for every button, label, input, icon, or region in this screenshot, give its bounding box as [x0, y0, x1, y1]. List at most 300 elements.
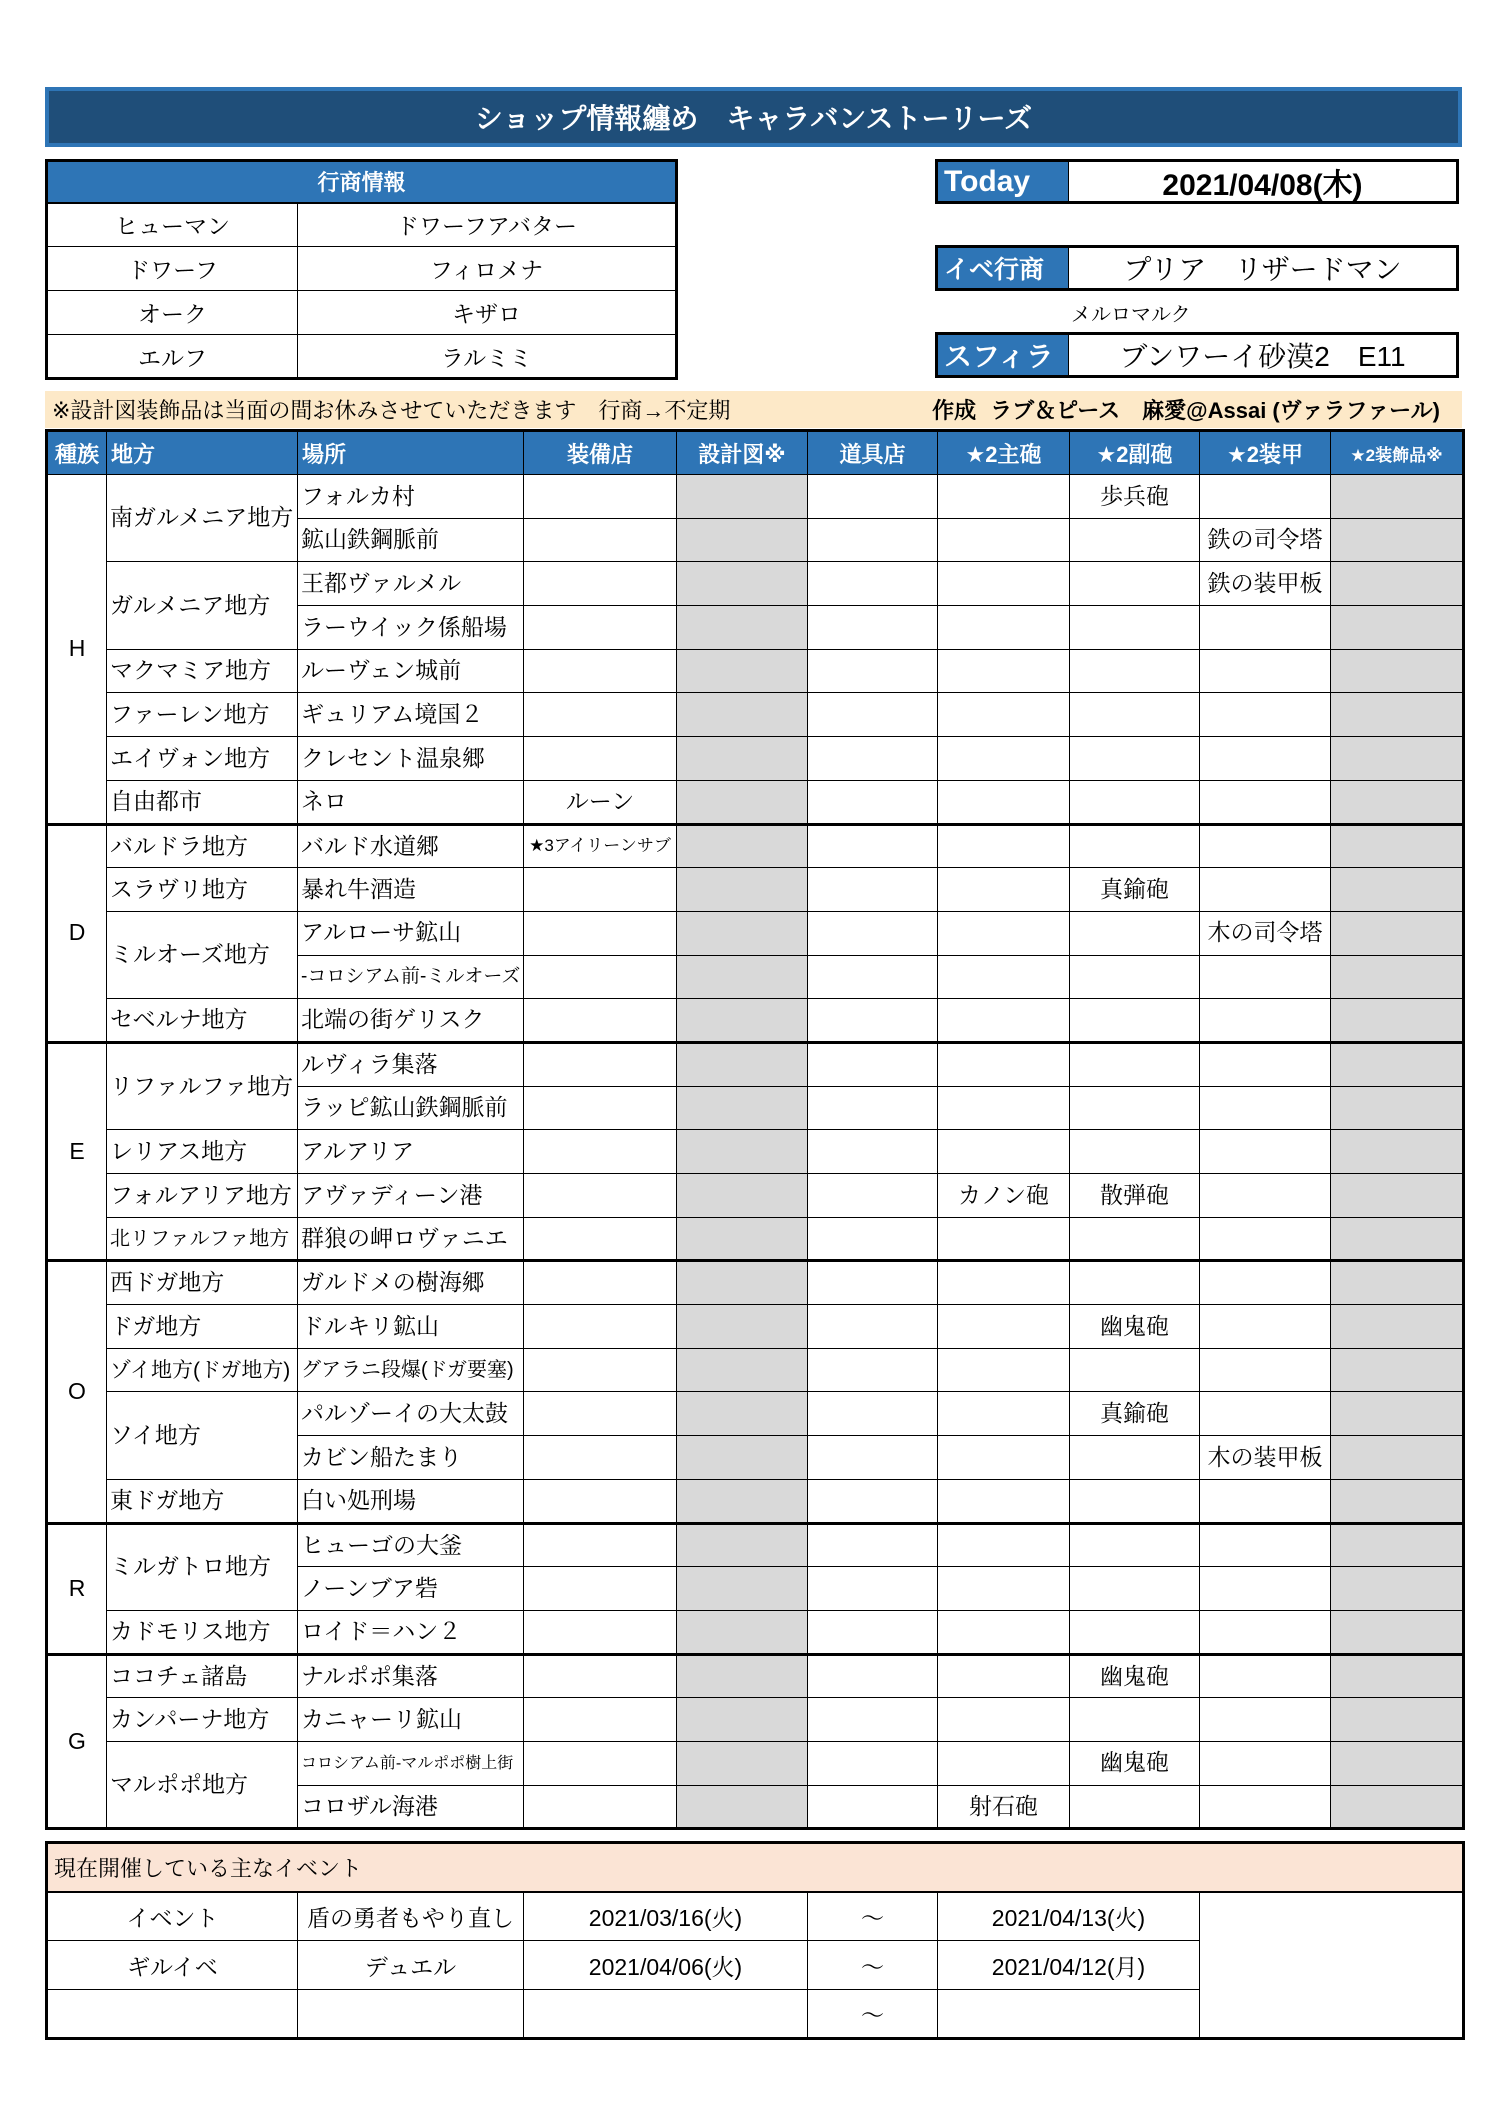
armor-cell [1200, 693, 1331, 737]
main-gun-value: カノン砲 [957, 1181, 1050, 1208]
blueprint-cell [677, 911, 808, 955]
location-label: ラッピ鉱山鉄鋼脈前 [301, 1094, 508, 1121]
armor-cell [1200, 1130, 1331, 1174]
blueprint-cell [677, 1217, 808, 1261]
shop-header-row [47, 431, 1464, 475]
sub-gun-value: 散弾砲 [1100, 1181, 1169, 1208]
blueprint-cell [677, 1305, 808, 1349]
main-gun-cell [938, 1436, 1070, 1480]
region-label: カンパーナ地方 [110, 1705, 270, 1732]
blueprint-cell [677, 999, 808, 1043]
tool-cell [808, 1174, 938, 1218]
equipment-cell [524, 1348, 677, 1392]
blueprint-cell [677, 1567, 808, 1611]
blueprint-cell [677, 1479, 808, 1523]
location-label: 北端の街ゲリスク [301, 1006, 485, 1033]
species-label: G [68, 1727, 86, 1754]
shop-row [47, 1217, 1464, 1261]
main-gun-cell [938, 1479, 1070, 1523]
tool-cell [808, 868, 938, 912]
shop-row [47, 1392, 1464, 1436]
location-cell [298, 1305, 524, 1349]
tool-cell [808, 1741, 938, 1785]
main-gun-cell [938, 1305, 1070, 1349]
ornament-cell [1331, 1610, 1464, 1654]
ornament-cell [1331, 1086, 1464, 1130]
location-cell [298, 955, 524, 999]
merchant-row [47, 247, 677, 291]
equipment-cell [524, 999, 677, 1043]
blueprint-cell [677, 1436, 808, 1480]
species-cell [47, 475, 107, 825]
shop-row [47, 780, 1464, 824]
event-start-date [524, 1990, 808, 2039]
equipment-cell [524, 518, 677, 562]
sub-gun-cell [1070, 911, 1200, 955]
merchant-race: ヒューマン [47, 203, 298, 247]
shop-row [47, 1523, 1464, 1567]
equipment-cell [524, 606, 677, 650]
region-label: 自由都市 [110, 787, 202, 814]
region-cell [107, 1741, 298, 1828]
location-label: カニャーリ鉱山 [301, 1705, 462, 1732]
tool-cell [808, 780, 938, 824]
species-label: H [68, 634, 86, 661]
main-gun-cell [938, 1523, 1070, 1567]
event-merchant-value: プリア リザードマン [1123, 254, 1402, 285]
main-gun-cell [938, 1567, 1070, 1611]
shop-row [47, 649, 1464, 693]
equipment-cell [524, 1610, 677, 1654]
blueprint-cell [677, 1130, 808, 1174]
merchant-name: ラルミミ [298, 335, 677, 379]
main-gun-cell [938, 1261, 1070, 1305]
species-cell [47, 824, 107, 1042]
tool-cell [808, 1567, 938, 1611]
location-cell [298, 1741, 524, 1785]
equipment-cell [524, 1392, 677, 1436]
equipment-value: ★3アイリーンサブ [529, 836, 671, 856]
species-header: 種族 [47, 431, 107, 475]
main-gun-cell [938, 693, 1070, 737]
region-label: エイヴォン地方 [110, 744, 271, 771]
equipment-cell [524, 1305, 677, 1349]
blueprint-cell [677, 1086, 808, 1130]
event-table [45, 1841, 1465, 2040]
region-cell [107, 1479, 298, 1523]
armor-cell [1200, 1042, 1331, 1086]
location-label: ルヴィラ集落 [301, 1050, 438, 1077]
event-table-header: 現在開催している主なイベント [47, 1843, 1464, 1892]
location-label: ラーウイック係船場 [301, 613, 507, 640]
location-label: ロイド＝ハン２ [301, 1617, 462, 1644]
event-type: ギルイベ [47, 1941, 298, 1990]
event-type [47, 1990, 298, 2039]
equipment-value: ルーン [565, 787, 635, 814]
main-gun-cell [938, 1042, 1070, 1086]
blueprint-cell [677, 1741, 808, 1785]
sfira-label: スフィラ [938, 335, 1069, 375]
ornament-cell [1331, 999, 1464, 1043]
blueprint-cell [677, 1042, 808, 1086]
location-cell [298, 1130, 524, 1174]
region-label: セベルナ地方 [110, 1006, 248, 1033]
location-cell [298, 606, 524, 650]
region-label: ファーレン地方 [110, 700, 270, 727]
region-cell [107, 1610, 298, 1654]
location-cell [298, 693, 524, 737]
event-range-separator: ～ [808, 1990, 938, 2039]
region-label: ガルメニア地方 [110, 591, 271, 618]
sub-gun-cell [1070, 606, 1200, 650]
armor-cell [1200, 1479, 1331, 1523]
tool-cell [808, 1261, 938, 1305]
sub-gun-value: 幽鬼砲 [1100, 1312, 1169, 1339]
notice-author-label: 作成 [932, 398, 977, 423]
ornament-cell [1331, 1654, 1464, 1698]
shop-row [47, 1261, 1464, 1305]
equipment-cell [524, 1086, 677, 1130]
blueprint-cell [677, 868, 808, 912]
equipment-cell [524, 1261, 677, 1305]
tool-cell [808, 518, 938, 562]
tool-cell [808, 911, 938, 955]
event-merchant-label: イベ行商 [938, 248, 1069, 288]
tool-cell [808, 1523, 938, 1567]
equipment-cell [524, 1785, 677, 1829]
armor-cell [1200, 780, 1331, 824]
main-gun-cell [938, 1130, 1070, 1174]
equipment-cell [524, 1523, 677, 1567]
species-label: D [68, 919, 86, 946]
tool-cell [808, 1042, 938, 1086]
location-label: ルーヴェン城前 [301, 657, 462, 684]
sub-gun-cell [1070, 649, 1200, 693]
sub-gun-cell [1070, 1479, 1200, 1523]
location-cell [298, 868, 524, 912]
species-label: E [69, 1137, 85, 1164]
shop-row [47, 1348, 1464, 1392]
tool-cell [808, 999, 938, 1043]
sfira-box [935, 332, 1459, 378]
tool-cell [808, 1654, 938, 1698]
location-cell [298, 1479, 524, 1523]
location-cell [298, 737, 524, 781]
main-gun-cell [938, 562, 1070, 606]
event-merchant-location: メルロマルク [1071, 304, 1191, 326]
main-gun-cell [938, 518, 1070, 562]
location-label: ヒューゴの大釜 [301, 1531, 462, 1558]
merchant-row [47, 203, 677, 247]
species-label: O [68, 1378, 86, 1405]
equipment-cell [524, 1741, 677, 1785]
region-cell [107, 1654, 298, 1698]
shop-row [47, 911, 1464, 955]
region-label: ゾイ地方(ドガ地方) [110, 1358, 291, 1382]
location-cell [298, 1174, 524, 1218]
ornament-cell [1331, 824, 1464, 868]
shop-row [47, 1698, 1464, 1742]
location-cell [298, 824, 524, 868]
armor-cell [1200, 562, 1331, 606]
location-label: 白い処刑場 [301, 1486, 416, 1513]
region-cell [107, 475, 298, 562]
main-gun-cell [938, 780, 1070, 824]
sub-gun-header: ★2副砲 [1070, 431, 1200, 475]
tool-cell [808, 606, 938, 650]
armor-cell [1200, 649, 1331, 693]
main-gun-cell [938, 1741, 1070, 1785]
tool-header: 道具店 [808, 431, 938, 475]
ornament-cell [1331, 1523, 1464, 1567]
ornament-cell [1331, 955, 1464, 999]
location-label: ガルドメの樹海郷 [301, 1269, 485, 1296]
event-name [298, 1990, 524, 2039]
location-label: コロザル海港 [301, 1792, 438, 1819]
blueprint-cell [677, 649, 808, 693]
ornament-cell [1331, 737, 1464, 781]
shop-row [47, 1174, 1464, 1218]
location-label: 王都ヴァルメル [301, 569, 462, 596]
location-cell [298, 1698, 524, 1742]
tool-cell [808, 737, 938, 781]
location-label: コロシアム前-マルポポ樹上街 [301, 1754, 514, 1772]
region-label: ソイ地方 [110, 1421, 201, 1448]
ornament-cell [1331, 693, 1464, 737]
ornament-header: ★2装飾品※ [1331, 431, 1464, 475]
ornament-cell [1331, 518, 1464, 562]
location-label: グアラニ段爆(ドガ要塞) [301, 1359, 514, 1382]
ornament-cell [1331, 1261, 1464, 1305]
sub-gun-cell [1070, 737, 1200, 781]
armor-cell [1200, 1174, 1331, 1218]
location-label: パルゾーイの大太鼓 [301, 1399, 508, 1426]
region-label: 西ドガ地方 [110, 1269, 225, 1296]
event-merchant-box [935, 245, 1459, 291]
armor-cell [1200, 606, 1331, 650]
region-label: 南ガルメニア地方 [110, 504, 294, 531]
sub-gun-cell [1070, 1698, 1200, 1742]
location-label: クレセント温泉郷 [301, 744, 485, 771]
location-cell [298, 999, 524, 1043]
location-cell [298, 1610, 524, 1654]
region-cell [107, 824, 298, 868]
sub-gun-cell [1070, 475, 1200, 519]
species-cell [47, 1261, 107, 1523]
armor-cell [1200, 1086, 1331, 1130]
shop-row [47, 1654, 1464, 1698]
event-range-separator: ～ [808, 1892, 938, 1941]
armor-cell [1200, 1741, 1331, 1785]
sub-gun-cell [1070, 1610, 1200, 1654]
equipment-cell [524, 649, 677, 693]
main-gun-cell [938, 955, 1070, 999]
species-cell [47, 1523, 107, 1654]
merchant-race: ドワーフ [47, 247, 298, 291]
shop-row [47, 1610, 1464, 1654]
region-label: カドモリス地方 [110, 1617, 271, 1644]
region-cell [107, 999, 298, 1043]
tool-cell [808, 1305, 938, 1349]
tool-cell [808, 649, 938, 693]
event-range-separator: ～ [808, 1941, 938, 1990]
region-cell [107, 649, 298, 693]
blueprint-cell [677, 1654, 808, 1698]
blueprint-cell [677, 737, 808, 781]
merchant-info-header: 行商情報 [47, 161, 677, 203]
event-header-row [47, 1843, 1464, 1892]
tool-cell [808, 1130, 938, 1174]
event-type: イベント [47, 1892, 298, 1941]
region-cell [107, 737, 298, 781]
armor-cell [1200, 737, 1331, 781]
sub-gun-cell [1070, 824, 1200, 868]
merchant-header-row [47, 161, 677, 203]
blueprint-cell [677, 1523, 808, 1567]
sub-gun-cell [1070, 780, 1200, 824]
region-cell [107, 1217, 298, 1261]
location-label: フォルカ村 [301, 482, 415, 509]
location-label: アヴァディーン港 [301, 1181, 483, 1208]
equipment-cell [524, 955, 677, 999]
blueprint-cell [677, 606, 808, 650]
tool-cell [808, 1785, 938, 1829]
armor-cell [1200, 999, 1331, 1043]
main-gun-header: ★2主砲 [938, 431, 1070, 475]
equipment-cell [524, 1654, 677, 1698]
region-cell [107, 1698, 298, 1742]
species-label: R [68, 1574, 86, 1601]
ornament-cell [1331, 1348, 1464, 1392]
sub-gun-cell [1070, 1042, 1200, 1086]
region-cell [107, 1042, 298, 1129]
location-cell [298, 1217, 524, 1261]
sub-gun-cell [1070, 1305, 1200, 1349]
equipment-cell [524, 475, 677, 519]
event-start-date: 2021/03/16(火) [524, 1892, 808, 1941]
equipment-cell [524, 1698, 677, 1742]
tool-cell [808, 1392, 938, 1436]
equipment-cell [524, 1567, 677, 1611]
location-cell [298, 1261, 524, 1305]
blueprint-cell [677, 1348, 808, 1392]
main-gun-cell [938, 737, 1070, 781]
region-label: 北リファルファ地方 [110, 1227, 290, 1250]
main-gun-cell [938, 475, 1070, 519]
location-cell [298, 475, 524, 519]
equipment-cell [524, 780, 677, 824]
main-gun-cell [938, 1698, 1070, 1742]
ornament-cell [1331, 780, 1464, 824]
sub-gun-cell [1070, 999, 1200, 1043]
region-label: ミルオーズ地方 [110, 941, 270, 968]
equipment-cell [524, 868, 677, 912]
merchant-race: エルフ [47, 335, 298, 379]
ornament-cell [1331, 1785, 1464, 1829]
location-cell [298, 1392, 524, 1436]
location-label: -コロシアム前-ミルオーズ [301, 965, 520, 987]
region-cell [107, 1348, 298, 1392]
ornament-cell [1331, 1392, 1464, 1436]
blueprint-cell [677, 1610, 808, 1654]
sub-gun-cell [1070, 1174, 1200, 1218]
tool-cell [808, 475, 938, 519]
main-gun-cell [938, 1392, 1070, 1436]
equipment-header: 装備店 [524, 431, 677, 475]
sub-gun-cell [1070, 1130, 1200, 1174]
sub-gun-cell [1070, 1654, 1200, 1698]
sub-gun-cell [1070, 1567, 1200, 1611]
tool-cell [808, 693, 938, 737]
sub-gun-cell [1070, 1523, 1200, 1567]
armor-value: 木の装甲板 [1207, 1443, 1323, 1470]
tool-cell [808, 1086, 938, 1130]
sub-gun-cell [1070, 518, 1200, 562]
region-label: フォルアリア地方 [110, 1181, 292, 1208]
location-cell [298, 1567, 524, 1611]
location-cell [298, 1042, 524, 1086]
equipment-cell [524, 562, 677, 606]
region-label: リファルファ地方 [110, 1072, 294, 1099]
location-cell [298, 649, 524, 693]
main-gun-cell [938, 1217, 1070, 1261]
region-cell [107, 911, 298, 998]
shop-row [47, 1042, 1464, 1086]
armor-cell [1200, 1217, 1331, 1261]
merchant-name: ドワーフアバター [298, 203, 677, 247]
blueprint-cell [677, 1174, 808, 1218]
sub-gun-cell [1070, 1785, 1200, 1829]
location-cell [298, 518, 524, 562]
region-label: マクマミア地方 [110, 657, 271, 684]
blueprint-cell [677, 1698, 808, 1742]
sub-gun-cell [1070, 1348, 1200, 1392]
notice-text: ※設計図装飾品は当面の間お休みさせていただきます 行商→不定期 [52, 398, 731, 423]
sub-gun-cell [1070, 562, 1200, 606]
shop-row [47, 1741, 1464, 1785]
shop-row [47, 999, 1464, 1043]
page-title: ショップ情報纏め キャラバンストーリーズ [474, 103, 1033, 134]
region-cell [107, 1261, 298, 1305]
location-label: 群狼の岬ロヴァニエ [301, 1224, 508, 1251]
region-label: マルポポ地方 [110, 1770, 248, 1797]
sub-gun-value: 真鍮砲 [1100, 875, 1169, 902]
tool-cell [808, 1436, 938, 1480]
page-title-bar [45, 87, 1462, 147]
ornament-cell [1331, 868, 1464, 912]
equipment-cell [524, 1217, 677, 1261]
region-label: ミルガトロ地方 [110, 1553, 271, 1580]
sub-gun-cell [1070, 1261, 1200, 1305]
armor-cell [1200, 1654, 1331, 1698]
equipment-cell [524, 1042, 677, 1086]
armor-cell [1200, 911, 1331, 955]
ornament-cell [1331, 1305, 1464, 1349]
ornament-cell [1331, 1130, 1464, 1174]
blueprint-cell [677, 475, 808, 519]
region-label: 東ドガ地方 [110, 1486, 225, 1513]
merchant-name: フィロメナ [298, 247, 677, 291]
location-label: ドルキリ鉱山 [301, 1312, 439, 1339]
merchant-row [47, 335, 677, 379]
ornament-cell [1331, 1217, 1464, 1261]
armor-cell [1200, 518, 1331, 562]
sub-gun-value: 幽鬼砲 [1100, 1662, 1169, 1689]
region-label: バルドラ地方 [110, 832, 248, 859]
location-cell [298, 562, 524, 606]
armor-cell [1200, 1567, 1331, 1611]
blueprint-cell [677, 562, 808, 606]
